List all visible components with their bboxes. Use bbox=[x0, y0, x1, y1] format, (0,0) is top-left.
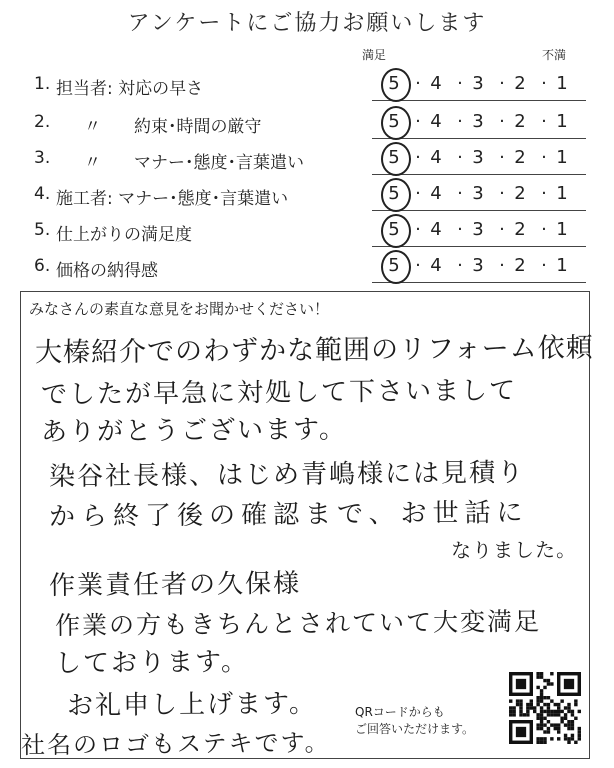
comment-box bbox=[20, 291, 594, 760]
question-label: 仕上がりの満足度 bbox=[56, 225, 192, 245]
rating-option[interactable]: 4 bbox=[430, 147, 442, 168]
rating-option[interactable]: 4 bbox=[430, 219, 442, 240]
question-number: 3. bbox=[34, 148, 51, 168]
rating-option[interactable]: 3 bbox=[472, 183, 484, 204]
rating-option[interactable]: 5 bbox=[388, 147, 400, 168]
survey-question-row bbox=[34, 216, 594, 246]
handwritten-line: 作業責任者の久保様 bbox=[48, 568, 302, 602]
rating-scale bbox=[372, 108, 586, 139]
survey-question-row bbox=[34, 252, 594, 282]
rating-scale bbox=[372, 144, 586, 175]
selected-rating-circle bbox=[381, 68, 411, 102]
selected-rating-circle bbox=[381, 214, 411, 248]
separator-dot: · bbox=[457, 111, 463, 132]
question-number: 5. bbox=[34, 220, 51, 240]
separator-dot: · bbox=[541, 147, 547, 168]
separator-dot: · bbox=[541, 183, 547, 204]
rating-option[interactable]: 5 bbox=[388, 255, 400, 276]
rating-option[interactable]: 3 bbox=[472, 111, 484, 132]
separator-dot: · bbox=[457, 219, 463, 240]
question-number: 4. bbox=[34, 184, 51, 204]
handwritten-line: しております。 bbox=[54, 647, 250, 679]
question-number: 1. bbox=[34, 74, 51, 94]
separator-dot: · bbox=[415, 219, 421, 240]
handwritten-line: 染谷社長様、はじめ青嶋様には見積り bbox=[48, 457, 526, 493]
rating-option[interactable]: 2 bbox=[514, 73, 526, 94]
separator-dot: · bbox=[541, 255, 547, 276]
selected-rating-circle bbox=[381, 142, 411, 176]
rating-scale bbox=[372, 252, 586, 283]
rating-option[interactable]: 5 bbox=[388, 111, 400, 132]
scale-labels bbox=[0, 46, 614, 62]
separator-dot: · bbox=[499, 111, 505, 132]
rating-option[interactable]: 1 bbox=[556, 111, 568, 132]
rating-option[interactable]: 2 bbox=[514, 147, 526, 168]
rating-option[interactable]: 4 bbox=[430, 73, 442, 94]
question-number: 6. bbox=[34, 256, 51, 276]
qr-caption-line: ご回答いただけます。 bbox=[355, 722, 475, 736]
rating-option[interactable]: 3 bbox=[472, 219, 484, 240]
survey-question-row bbox=[34, 108, 594, 138]
rating-option[interactable]: 3 bbox=[472, 147, 484, 168]
separator-dot: · bbox=[499, 219, 505, 240]
separator-dot: · bbox=[457, 147, 463, 168]
separator-dot: · bbox=[499, 183, 505, 204]
rating-option[interactable]: 4 bbox=[430, 111, 442, 132]
separator-dot: · bbox=[415, 111, 421, 132]
selected-rating-circle bbox=[381, 250, 411, 284]
rating-scale bbox=[372, 216, 586, 247]
survey-question-row bbox=[34, 180, 594, 210]
selected-rating-circle bbox=[381, 106, 411, 140]
handwritten-line: でしたが早急に対処して下さいまして bbox=[40, 375, 518, 411]
handwritten-line: 社名のロゴもステキです。 bbox=[20, 728, 331, 760]
rating-option[interactable]: 3 bbox=[472, 73, 484, 94]
rating-option[interactable]: 2 bbox=[514, 183, 526, 204]
rating-option[interactable]: 1 bbox=[556, 73, 568, 94]
separator-dot: · bbox=[415, 147, 421, 168]
selected-rating-circle bbox=[381, 178, 411, 212]
separator-dot: · bbox=[499, 255, 505, 276]
rating-option[interactable]: 4 bbox=[430, 183, 442, 204]
handwritten-line: なりました。 bbox=[450, 537, 578, 563]
separator-dot: · bbox=[541, 73, 547, 94]
question-number: 2. bbox=[34, 112, 51, 132]
rating-scale bbox=[372, 180, 586, 211]
survey-question-row bbox=[34, 144, 594, 174]
separator-dot: · bbox=[541, 111, 547, 132]
handwritten-line: 大榛紹介でのわずかな範囲のリフォーム依頼 bbox=[34, 332, 594, 369]
question-label: マナー･態度･言葉遣い bbox=[134, 153, 304, 173]
comment-prompt: みなさんの素直な意見をお聞かせください！ bbox=[29, 300, 330, 318]
rating-option[interactable]: 2 bbox=[514, 111, 526, 132]
question-label: 価格の納得感 bbox=[56, 261, 158, 281]
handwritten-line: から終了後の確認まで、お世話に bbox=[48, 497, 529, 533]
rating-option[interactable]: 2 bbox=[514, 219, 526, 240]
separator-dot: · bbox=[457, 255, 463, 276]
question-label: 施工者: マナー･態度･言葉遣い bbox=[56, 189, 289, 209]
separator-dot: · bbox=[415, 73, 421, 94]
separator-dot: · bbox=[457, 73, 463, 94]
handwritten-line: ありがとうございます。 bbox=[40, 414, 348, 448]
qr-code-icon[interactable] bbox=[509, 672, 581, 744]
scale-low-label: 不満 bbox=[542, 48, 567, 62]
rating-option[interactable]: 1 bbox=[556, 255, 568, 276]
rating-option[interactable]: 5 bbox=[388, 219, 400, 240]
rating-option[interactable]: 3 bbox=[472, 255, 484, 276]
rating-option[interactable]: 1 bbox=[556, 219, 568, 240]
rating-option[interactable]: 2 bbox=[514, 255, 526, 276]
ditto-mark: 〃 bbox=[84, 117, 101, 137]
separator-dot: · bbox=[457, 183, 463, 204]
scale-high-label: 満足 bbox=[362, 48, 387, 62]
separator-dot: · bbox=[415, 183, 421, 204]
separator-dot: · bbox=[499, 147, 505, 168]
handwritten-line: お礼申し上げます。 bbox=[66, 688, 318, 722]
survey-title: アンケートにご協力お願いします bbox=[127, 11, 487, 36]
question-label: 担当者: 対応の早さ bbox=[56, 79, 204, 99]
qr-caption-line: QRコードからも bbox=[355, 705, 445, 719]
rating-option[interactable]: 1 bbox=[556, 183, 568, 204]
separator-dot: · bbox=[499, 73, 505, 94]
rating-option[interactable]: 1 bbox=[556, 147, 568, 168]
question-label: 約束･時間の厳守 bbox=[134, 117, 262, 137]
qr-caption bbox=[355, 704, 474, 738]
ditto-mark: 〃 bbox=[84, 153, 101, 173]
rating-option[interactable]: 5 bbox=[388, 183, 400, 204]
handwritten-line: 作業の方もきちんとされていて大変満足 bbox=[54, 606, 542, 641]
survey-question-row bbox=[34, 70, 594, 100]
separator-dot: · bbox=[541, 219, 547, 240]
rating-scale bbox=[372, 70, 586, 101]
rating-option[interactable]: 4 bbox=[430, 255, 442, 276]
separator-dot: · bbox=[415, 255, 421, 276]
rating-option[interactable]: 5 bbox=[388, 73, 400, 94]
